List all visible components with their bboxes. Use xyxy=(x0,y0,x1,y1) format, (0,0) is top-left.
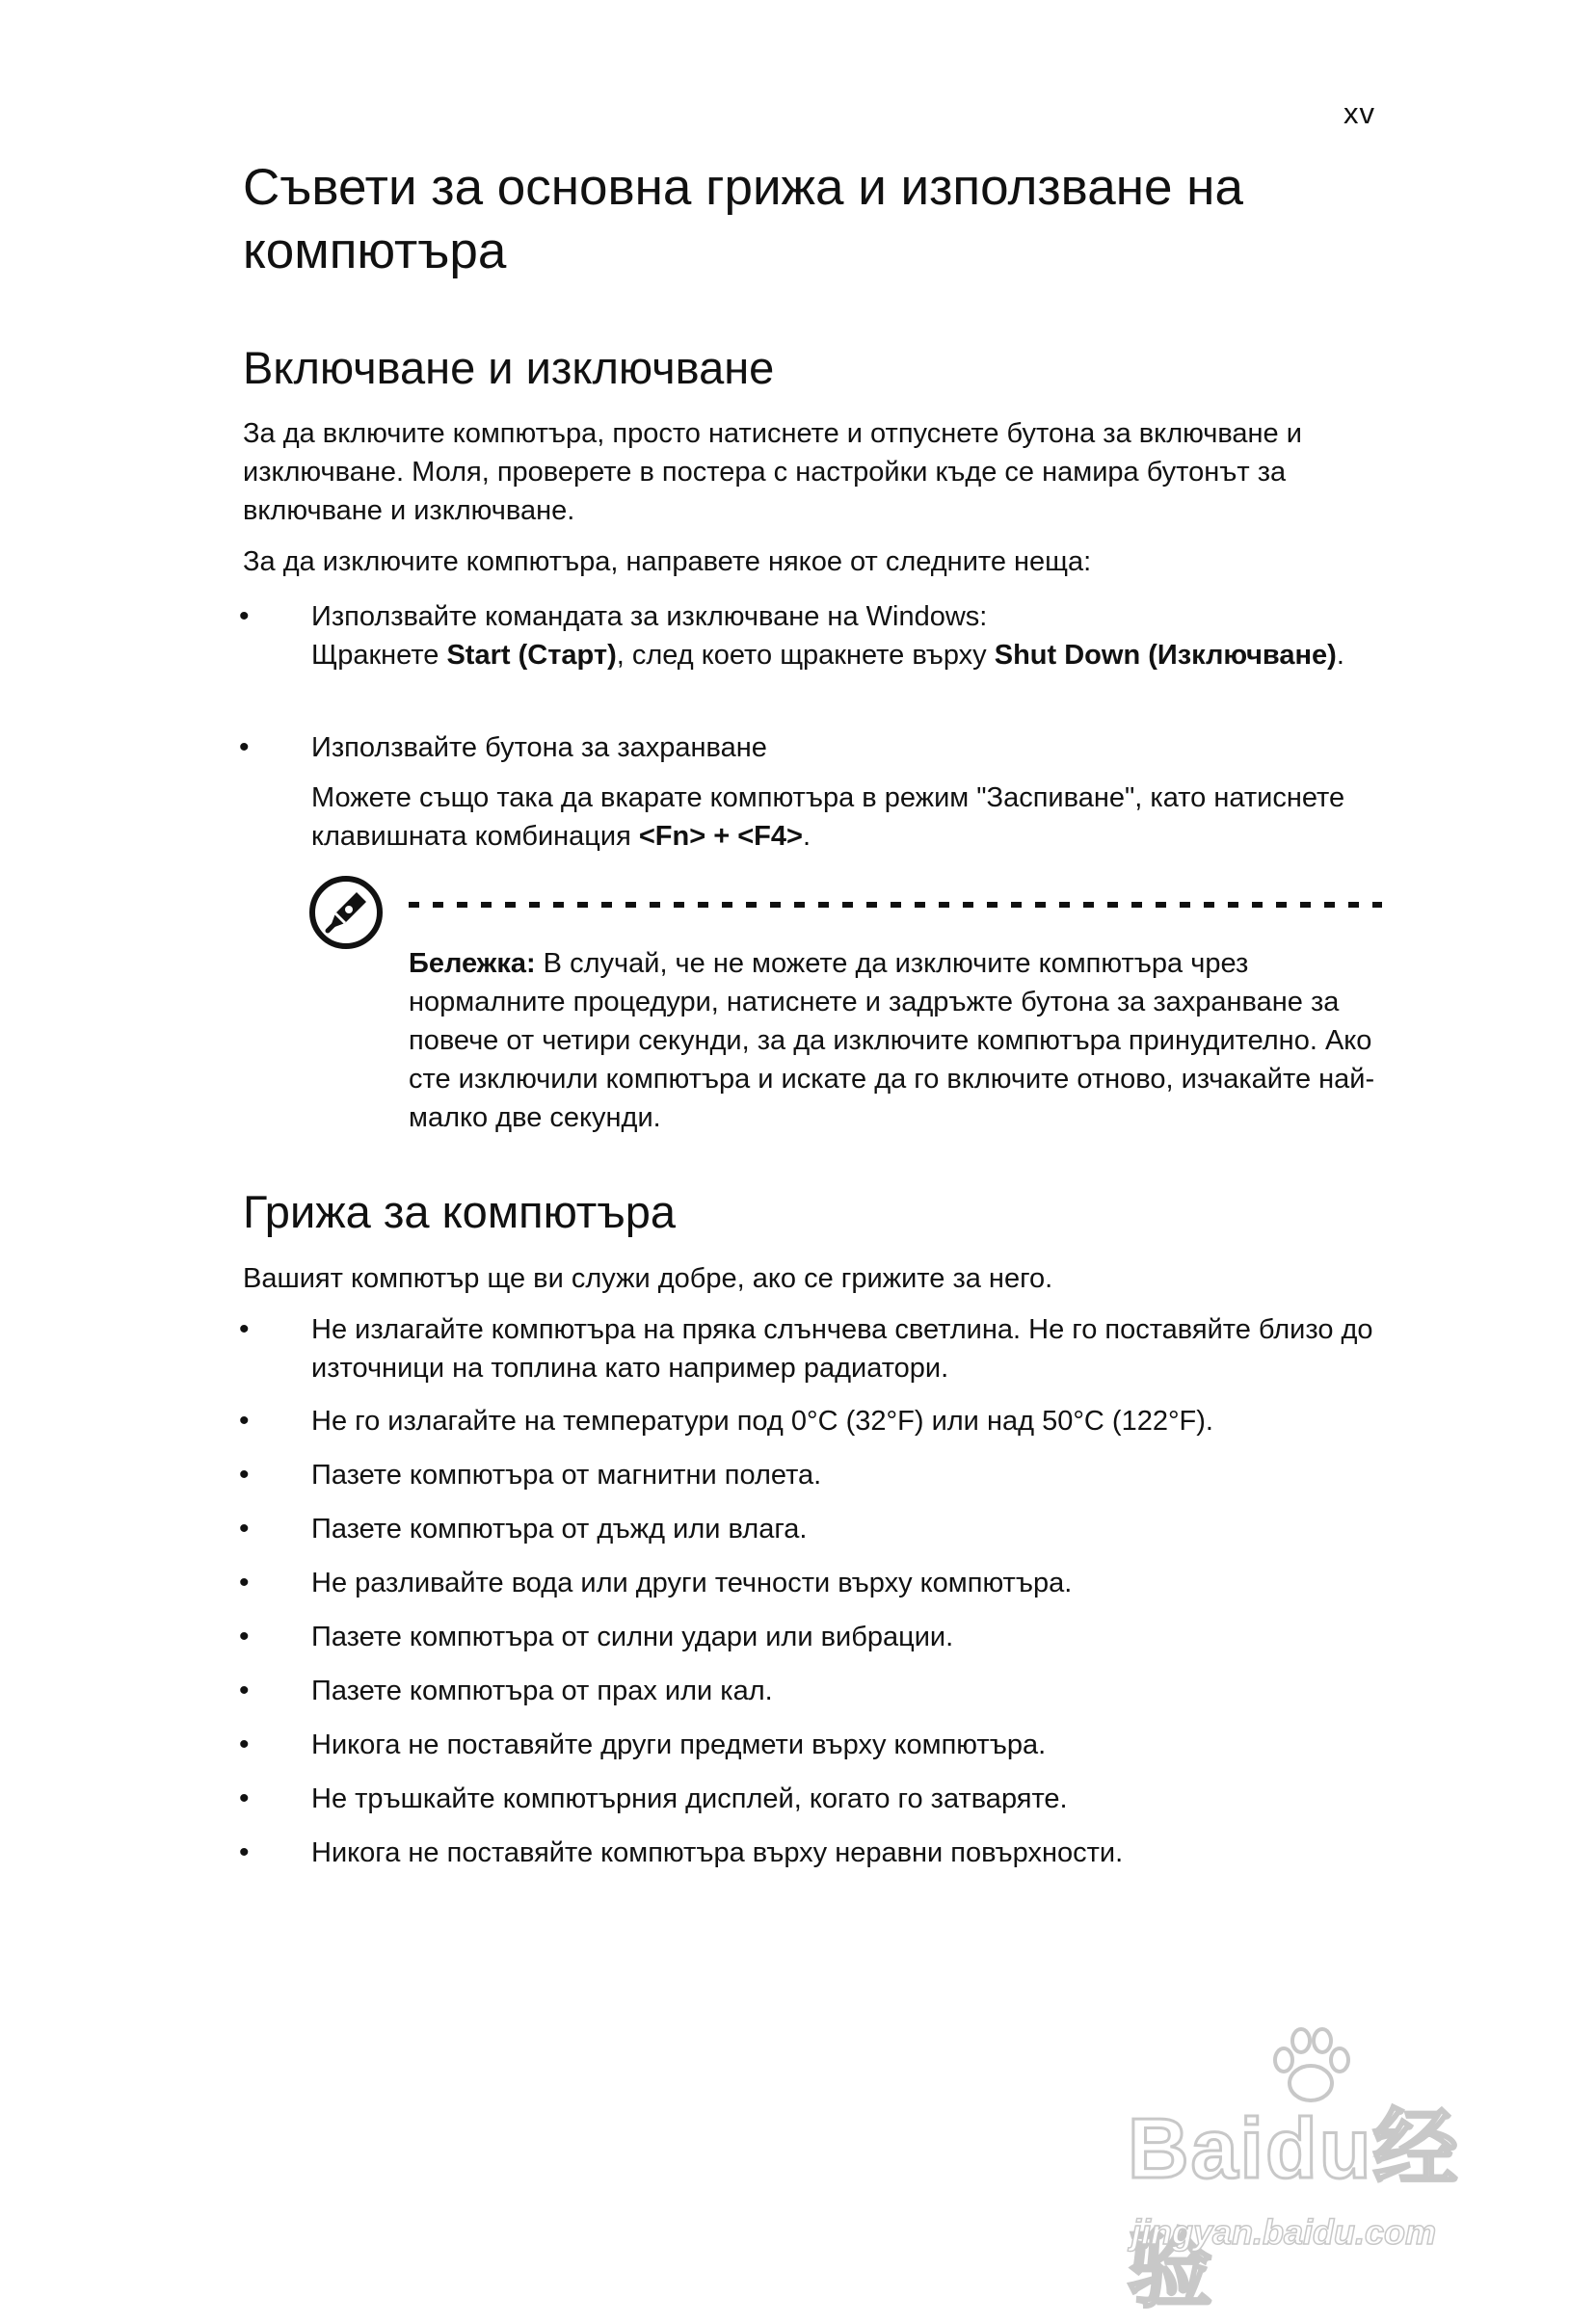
power-off-intro: За да изключите компютъра, направете някое от следните неща: xyxy=(243,546,1092,577)
watermark xyxy=(1118,2023,1503,2317)
section-heading-power: Включване и изключване xyxy=(243,342,775,393)
bullet-instruction xyxy=(311,636,1391,674)
instruction-text: Щракнете xyxy=(311,640,447,671)
bullet-marker: • xyxy=(239,1621,250,1652)
bullet-marker: • xyxy=(239,1675,250,1706)
bullet-marker: • xyxy=(239,1513,250,1545)
bullet-marker: • xyxy=(239,1567,250,1598)
list-item: Не тръшкайте компютърния дисплей, когато го затваряте. xyxy=(311,1783,1068,1814)
power-on-paragraph: За да включите компютъра, просто натиснете и отпуснете бутона за включване и изключване. Моля, проверете в постера с настройки къде се намира бутонът за включване и изключване. xyxy=(243,418,1302,526)
bullet-line: Използвайте командата за изключване на Windows: xyxy=(311,601,988,632)
list-item: Никога не поставяйте компютъра върху неравни повърхности. xyxy=(311,1837,1124,1868)
shutdown-label: Shut Down (Изключване) xyxy=(994,640,1337,671)
list-item: Не го излагайте на температури под 0°C (32°F) или над 50°C (122°F). xyxy=(311,1406,1213,1437)
bullet-marker: • xyxy=(239,1405,250,1437)
instruction-end: . xyxy=(1336,640,1344,671)
list-item: Пазете компютъра от дъжд или влага. xyxy=(311,1514,808,1545)
note-text xyxy=(409,944,1382,1137)
bullet-marker: • xyxy=(239,1783,250,1814)
sleep-end: . xyxy=(802,821,811,852)
bullet-power-button: Използвайте бутона за захранване xyxy=(311,732,767,763)
list-item: Пазете компютъра от силни удари или вибрации. xyxy=(311,1622,954,1652)
note-label: Бележка: xyxy=(409,948,536,979)
bullet-marker: • xyxy=(239,731,250,763)
bullet-marker: • xyxy=(239,1459,250,1491)
page-number: xv xyxy=(1343,96,1375,130)
page-title: Съвети за основна грижа и използване на компютъра xyxy=(243,159,1243,279)
sleep-text: Можете също така да вкарате компютъра в режим "Заспиване", като натиснете клавишната комбинация xyxy=(311,782,1345,852)
sleep-mode-text xyxy=(311,779,1391,856)
watermark-url: jingyan.baidu.com xyxy=(1131,2212,1437,2252)
watermark-brand: Baidu经验 xyxy=(1128,2100,1460,2317)
bullet-windows-shutdown xyxy=(311,597,1391,674)
list-item: Не разливайте вода или други течности върху компютъра. xyxy=(311,1568,1073,1598)
note-separator xyxy=(409,902,1382,908)
list-item: Не излагайте компютъра на пряка слънчева светлина. Не го поставяйте близо до източници на топлина като например радиатори. xyxy=(311,1314,1373,1384)
note-body: В случай, че не можете да изключите компютъра чрез нормалните процедури, натиснете и задръжте бутона за захранване за повече от четири секунди, за да изключите компютъра принудително. Ако сте изключили компютъра и искате да го включите отново, изчакайте най-малко две секунди. xyxy=(409,948,1375,1133)
bullet-marker: • xyxy=(239,1729,250,1760)
list-item: Пазете компютъра от магнитни полета. xyxy=(311,1460,822,1491)
bullet-marker: • xyxy=(239,1836,250,1868)
start-label: Start (Старт) xyxy=(446,640,617,671)
key-combo: <Fn> + <F4> xyxy=(638,821,803,852)
note-pen-icon xyxy=(306,873,386,952)
bullet-marker: • xyxy=(239,600,250,632)
section-heading-care: Грижа за компютъра xyxy=(243,1186,676,1237)
list-item: Никога не поставяйте други предмети върху компютъра. xyxy=(311,1730,1047,1760)
care-intro: Вашият компютър ще ви служи добре, ако се грижите за него. xyxy=(243,1263,1053,1294)
instruction-text: , след което щракнете върху xyxy=(616,640,995,671)
bullet-marker: • xyxy=(239,1313,250,1345)
list-item: Пазете компютъра от прах или кал. xyxy=(311,1676,773,1706)
